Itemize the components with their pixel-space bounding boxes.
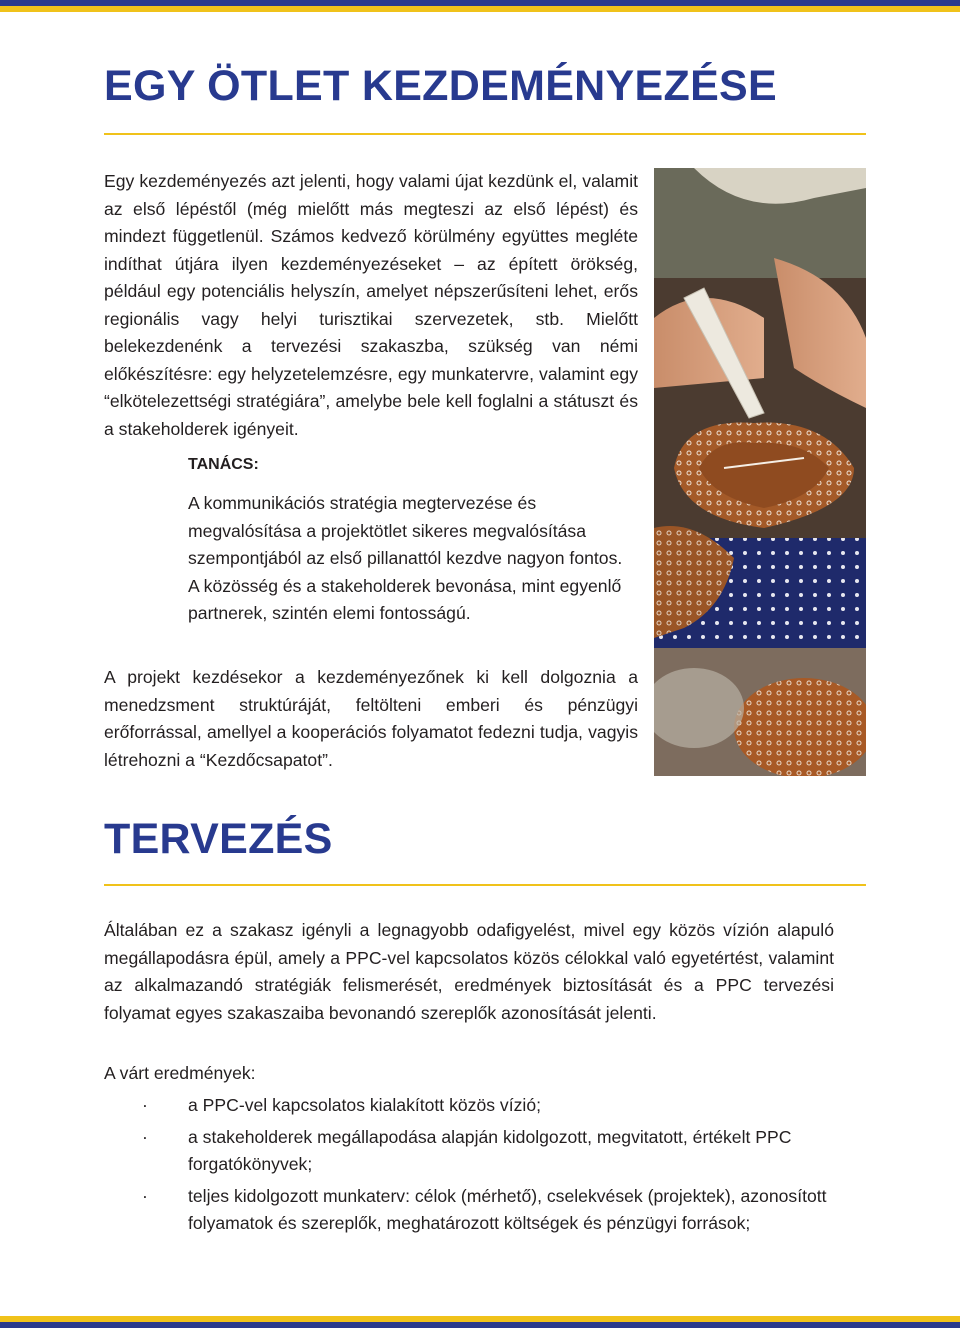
results-list <box>104 1092 844 1242</box>
bottom-color-band <box>0 1316 960 1328</box>
bullet-icon: · <box>142 1185 148 1206</box>
bullet-icon: · <box>142 1126 148 1147</box>
top-color-band <box>0 0 960 12</box>
list-item: · a PPC-vel kapcsolatos kialakított közös vízió; <box>104 1092 844 1120</box>
title-underline <box>104 133 866 135</box>
tip-text: A kommunikációs stratégia megtervezése és megvalósítása a projektötlet sikeres megvalósítása szempontjából az első pillanattól kezdve nagyon fontos. A közösség és a stakeholderek bevonása, mint egyenlő partnerek, szintén elemi fontosságú. <box>188 493 623 623</box>
planning-paragraph: Általában ez a szakasz igényli a legnagyobb odafigyelést, mivel egy közös vízión alapuló megállapodásra épül, amely a PPC-vel kapcsolatos közös célokkal való egyetértést, valamint az alkalmazandó stratégiák felismerését, eredmények biztosítását és a PPC tervezési folyamat egyes szakaszaiba bevonandó szereplők azonosítását jelenti. <box>104 920 834 1023</box>
tip-label: TANÁCS: <box>188 456 259 473</box>
section-title-initiative: EGY ÖTLET KEZDEMÉNYEZÉSE <box>104 62 778 110</box>
closing-paragraph: A projekt kezdésekor a kezdeményezőnek ki kell dolgoznia a menedzsment struktúráját, feltölteni emberi és pénzügyi erőforrással, amellyel a kooperációs folyamatot fedezni tudja, vagyis létrehozni a “Kezdőcsapatot”. <box>104 667 638 770</box>
results-label: A várt eredmények: <box>104 1063 256 1083</box>
list-item: · a stakeholderek megállapodása alapján kidolgozott, megvitatott, értékelt PPC forgatókönyvek; <box>104 1124 844 1179</box>
title-underline-planning <box>104 884 866 886</box>
gingerbread-photo <box>654 168 866 776</box>
list-item: · teljes kidolgozott munkaterv: célok (mérhető), cselekvések (projektek), azonosított folyamatok és szereplők, meghatározott költségek és pénzügyi források; <box>104 1183 844 1238</box>
section-title-planning: TERVEZÉS <box>104 815 333 863</box>
intro-paragraph: Egy kezdeményezés azt jelenti, hogy valami újat kezdünk el, valamit az első lépéstől (még mielőtt más megteszi az első lépést) és mindezt függetlenül. Számos kedvező körülmény együttes megléte indíthat útjára ilyen kezdeményezéseket – az épített örökség, például egy potenciális helyszín, amelyet népszerűsíteni lehet, erős regionális vagy helyi turisztikai szervezetek, stb. Mielőtt belekezdenénk a tervezési szakaszba, szükség van némi előkészítésre: egy helyzetelemzésre, egy munkatervre, valamint egy “elkötelezettségi stratégiára”, amelybe bele kell foglalni a státuszt és a stakeholderek igényeit. <box>104 171 638 439</box>
bullet-icon: · <box>142 1095 148 1115</box>
